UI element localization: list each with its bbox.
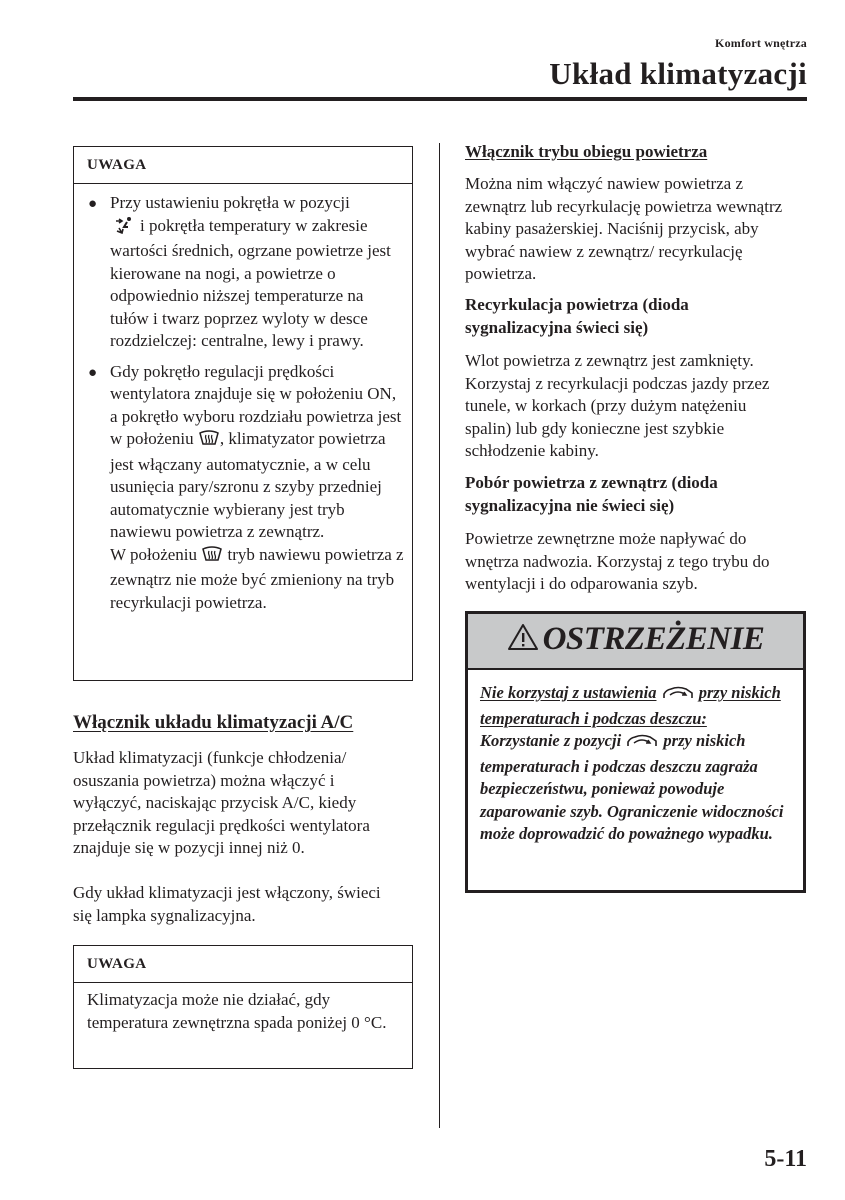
fresh-air-heading: Pobór powietrza z zewnątrz (dioda sygnalizacyjna nie świeci się) <box>465 473 718 515</box>
warning-triangle-icon <box>507 622 539 657</box>
bullet-1-text-a: Przy ustawieniu pokrętła w pozycji <box>110 193 350 212</box>
recirculation-paragraph: Wlot powietrza z zewnątrz jest zamknięty. Korzystaj z recyrkulacji podczas jazdy przez tunele, w korkach (przy dużym natężeniu spalin) lub gdy konieczne jest szybkie schłodzenie kabiny. <box>465 351 770 460</box>
bullet-2-text-a: Gdy pokrętło regulacji prędkości wentylatora znajduje się w położeniu ON, a pokrętło wyboru rozdziału powietrza jest w położeniu <box>110 361 402 448</box>
note-label: UWAGA <box>74 946 412 983</box>
warning-lead-b: przy niskich temperaturach i podczas deszczu: <box>480 683 781 728</box>
note-label: UWAGA <box>74 147 412 184</box>
column-divider <box>439 143 440 1128</box>
bullet-dot: ● <box>88 364 98 381</box>
warning-body <box>468 670 803 846</box>
warning-lead-a: Nie korzystaj z ustawienia <box>480 683 657 702</box>
note-bullet-2 <box>74 361 404 615</box>
windshield-defroster-icon <box>198 429 220 454</box>
bullet-1-text-b: i pokrętła temperatury w zakresie wartości średnich, ogrzane powietrze jest kierowane na nogi, a powietrze o odpowiednio niższej temperaturze na tułów i twarz poprzez wyloty w desce rozdzielczej: centralne, lewy i prawy. <box>110 215 391 350</box>
section-label: Komfort wnętrza <box>715 36 807 50</box>
ac-heading: Włącznik układu klimatyzacji A/C <box>73 712 354 733</box>
page-number: 5-11 <box>764 1146 807 1172</box>
warning-body-b: przy niskich temperaturach i podczas deszczu zagraża bezpieczeństwu, ponieważ powoduje zaparowanie szyb. Ograniczenie widoczności może doprowadzić do poważnego wypadku. <box>480 731 784 843</box>
recirculation-heading: Recyrkulacja powietrza (dioda sygnalizacyjna świeci się) <box>465 295 689 337</box>
warning-title: OSTRZEŻENIE <box>542 621 765 657</box>
warning-box <box>465 611 806 893</box>
bullet-2-text-b: , klimatyzator powietrza jest włączany automatycznie, a w celu usunięcia pary/szronu z szyby przedniej automatycznie wybierany jest tryb nawiewu powietrza z zewnątrz. <box>110 429 386 541</box>
warning-header <box>468 614 803 670</box>
fresh-air-paragraph: Powietrze zewnętrzne może napływać do wnętrza nadwozia. Korzystaj z tego trybu do wentylacji i do odparowania szyb. <box>465 529 770 593</box>
warning-body-a: Korzystanie z pozycji <box>480 731 622 750</box>
recirculation-car-icon <box>661 685 695 708</box>
ac-paragraph-1: Układ klimatyzacji (funkcje chłodzenia/ osuszania powietrza) można włączyć i wyłączyć, naciskając przycisk A/C, kiedy przełącznik regulacji prędkości wentylatora znajduje się w pozycji innej niż 0. <box>73 748 370 857</box>
bullet-2-text-d: tryb nawiewu powietrza z zewnątrz nie może być zmieniony na tryb recyrkulacji powietrza. <box>110 544 404 612</box>
note-box-2 <box>73 945 413 1069</box>
header-rule <box>73 97 807 101</box>
circulation-heading: Włącznik trybu obiegu powietrza <box>465 142 708 161</box>
note-2-text: Klimatyzacja może nie działać, gdy temperatura zewnętrzna spada poniżej 0 °C. <box>87 990 387 1032</box>
bullet-2-text-c: W położeniu <box>110 544 198 564</box>
chapter-title: Układ klimatyzacji <box>549 56 807 91</box>
ac-paragraph-2: Gdy układ klimatyzacji jest włączony, świeci się lampka sygnalizacyjna. <box>73 883 381 925</box>
bullet-dot: ● <box>88 196 98 212</box>
note-box-1 <box>73 146 413 681</box>
circulation-paragraph: Można nim włączyć nawiew powietrza z zewnątrz lub recyrkulację powietrza wewnątrz kabiny pasażerskiej. Naciśnij przycisk, aby wybrać nawiew z zewnątrz/ recyrkulację powietrza. <box>465 174 783 283</box>
note-bullet-1 <box>74 192 404 353</box>
windshield-defroster-icon <box>201 545 223 570</box>
recirculation-car-icon <box>625 733 659 756</box>
bi-level-airflow-icon <box>114 216 134 241</box>
